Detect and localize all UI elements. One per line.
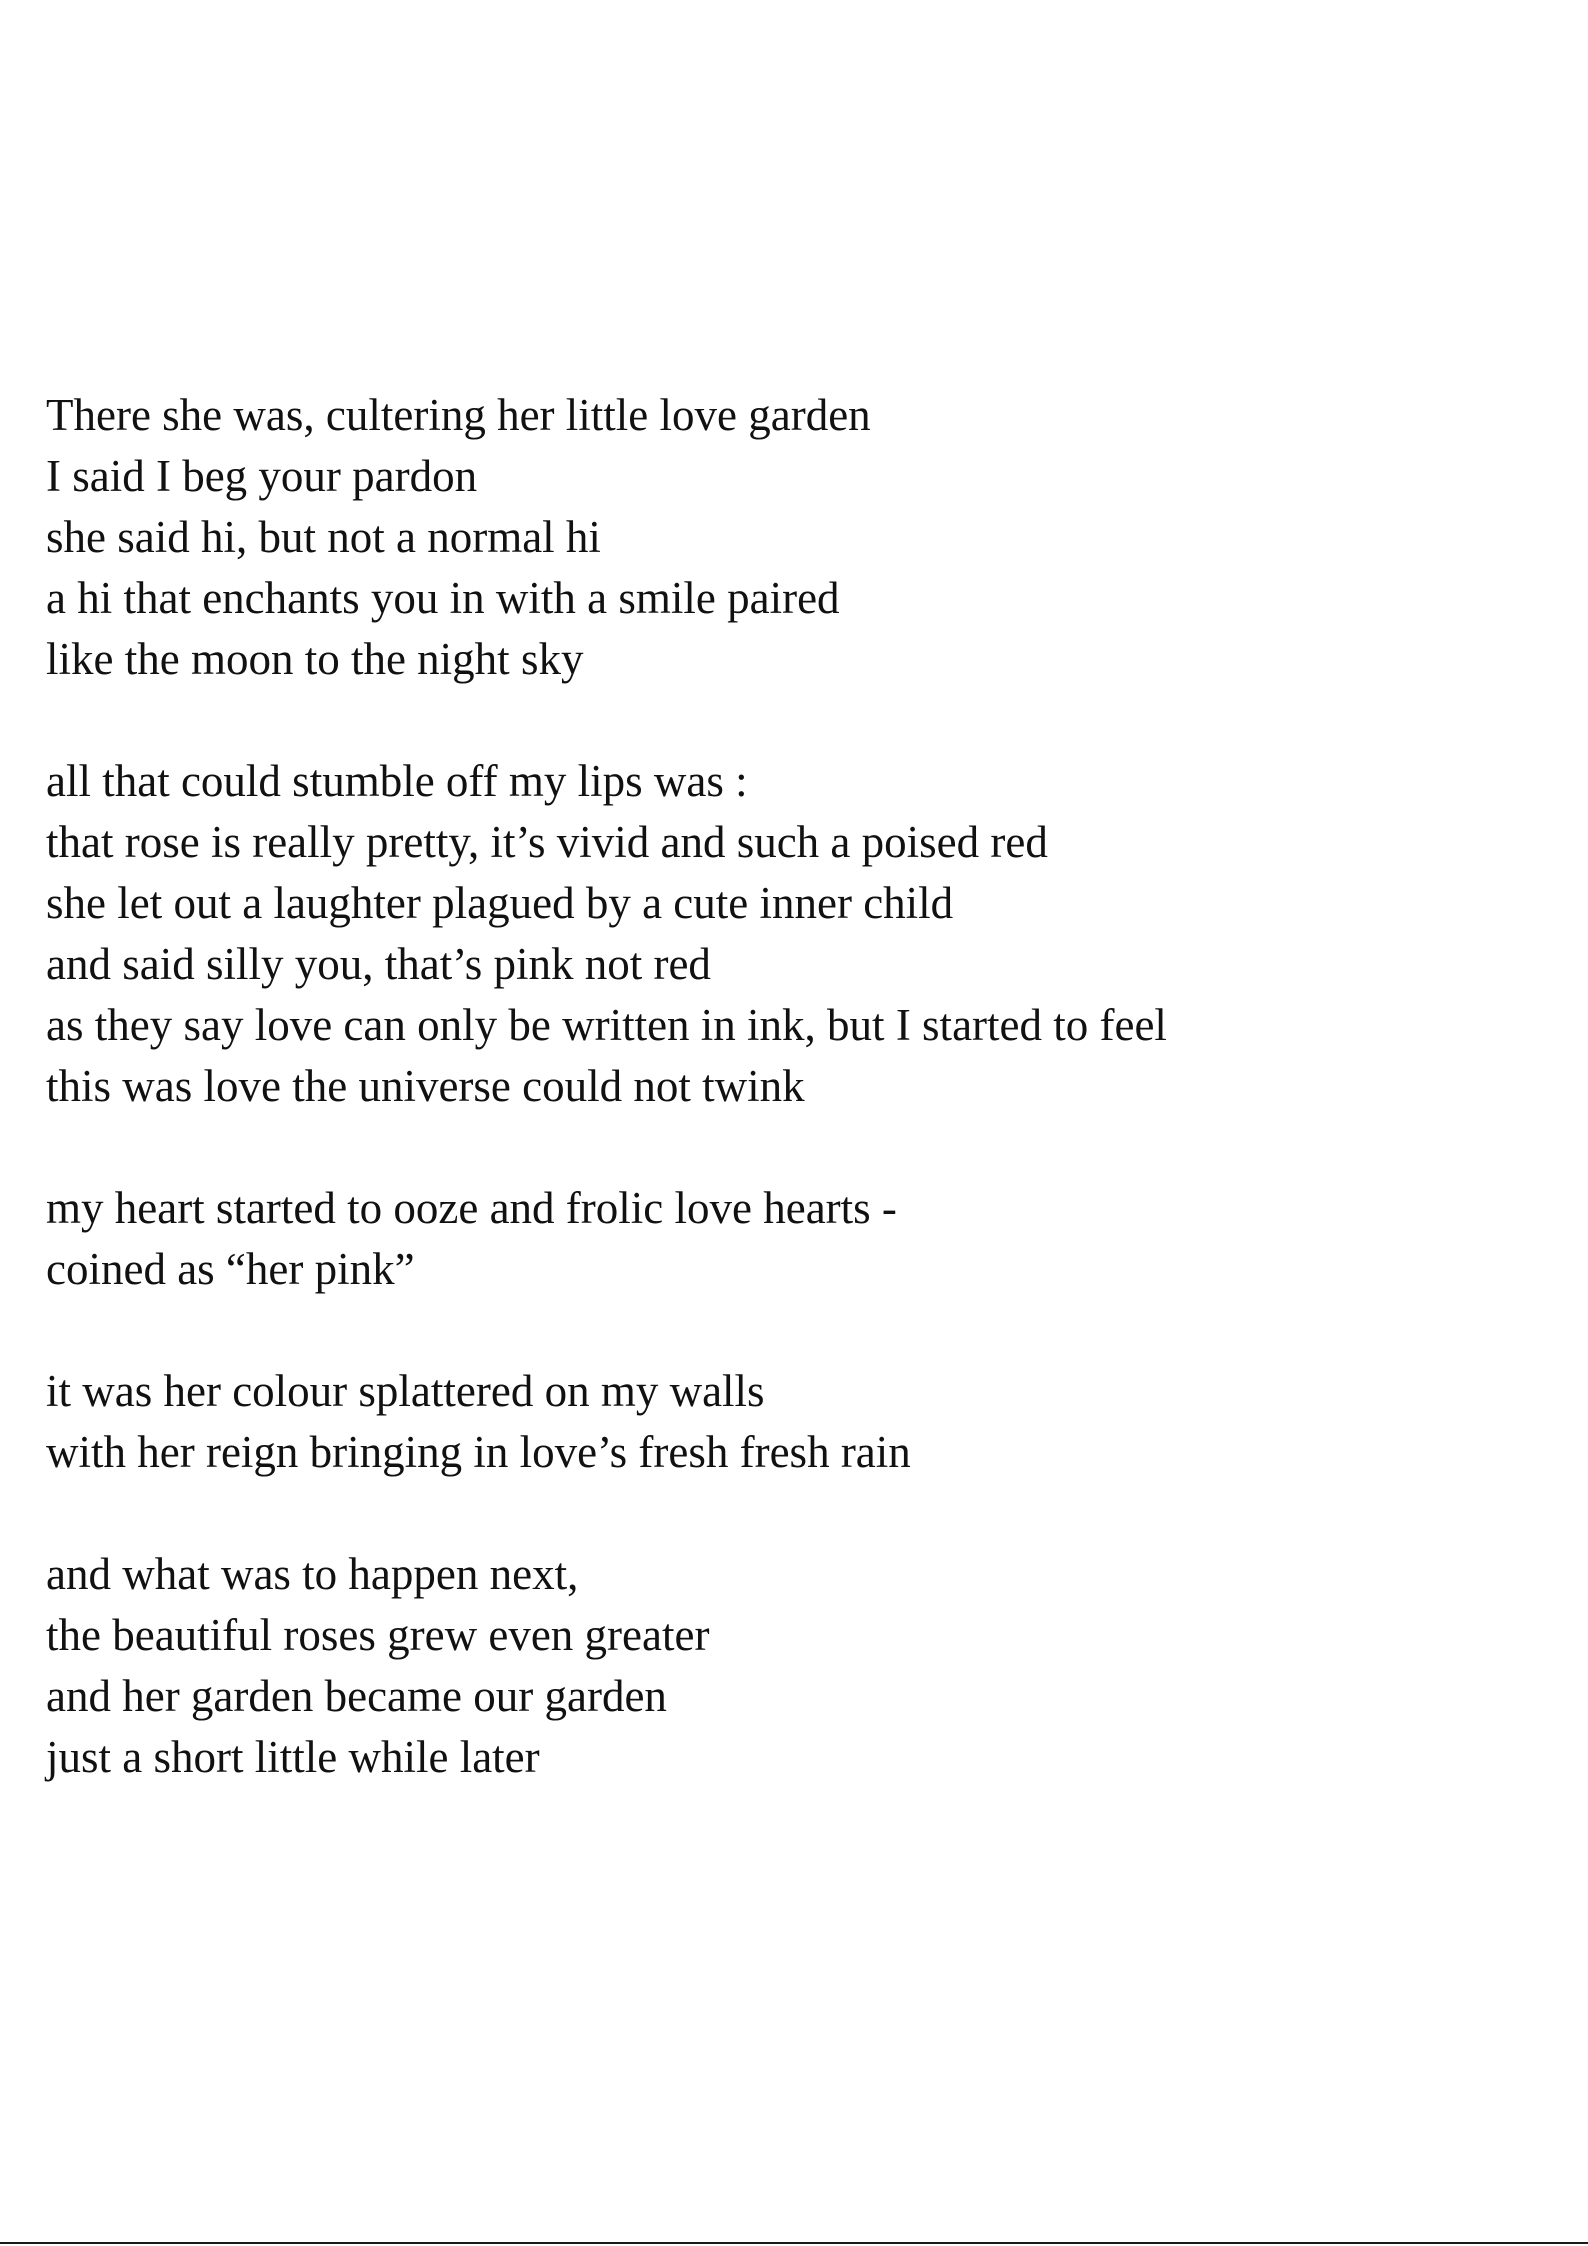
stanza-3	[46, 1178, 1546, 1300]
poem-line: just a short little while later	[46, 1732, 540, 1782]
poem-line: coined as “her pink”	[46, 1244, 415, 1294]
poem-line: and said silly you, that’s pink not red	[46, 939, 711, 989]
stanza-2	[46, 751, 1546, 1117]
stanza-5	[46, 1544, 1546, 1788]
poem-line: this was love the universe could not twink	[46, 1061, 805, 1111]
poem-line: like the moon to the night sky	[46, 634, 584, 684]
poem-line: she let out a laughter plagued by a cute inner child	[46, 878, 954, 928]
poem-line: she said hi, but not a normal hi	[46, 512, 601, 562]
poem-line: as they say love can only be written in ink, but I started to feel	[46, 1000, 1167, 1050]
poem-body	[46, 385, 1546, 1788]
poem-line: I said I beg your pardon	[46, 451, 478, 501]
poem-line: with her reign bringing in love’s fresh fresh rain	[46, 1427, 911, 1477]
poem-line: it was her colour splattered on my walls	[46, 1366, 765, 1416]
poem-line: that rose is really pretty, it’s vivid and such a poised red	[46, 817, 1048, 867]
poem-line: my heart started to ooze and frolic love hearts -	[46, 1183, 897, 1233]
stanza-4	[46, 1361, 1546, 1483]
poem-line: the beautiful roses grew even greater	[46, 1610, 710, 1660]
poem-line: a hi that enchants you in with a smile paired	[46, 573, 840, 623]
poem-line: and her garden became our garden	[46, 1671, 667, 1721]
stanza-1	[46, 385, 1546, 690]
poem-line: There she was, cultering her little love garden	[46, 390, 871, 440]
poem-line: all that could stumble off my lips was :	[46, 756, 748, 806]
poem-line: and what was to happen next,	[46, 1549, 579, 1599]
